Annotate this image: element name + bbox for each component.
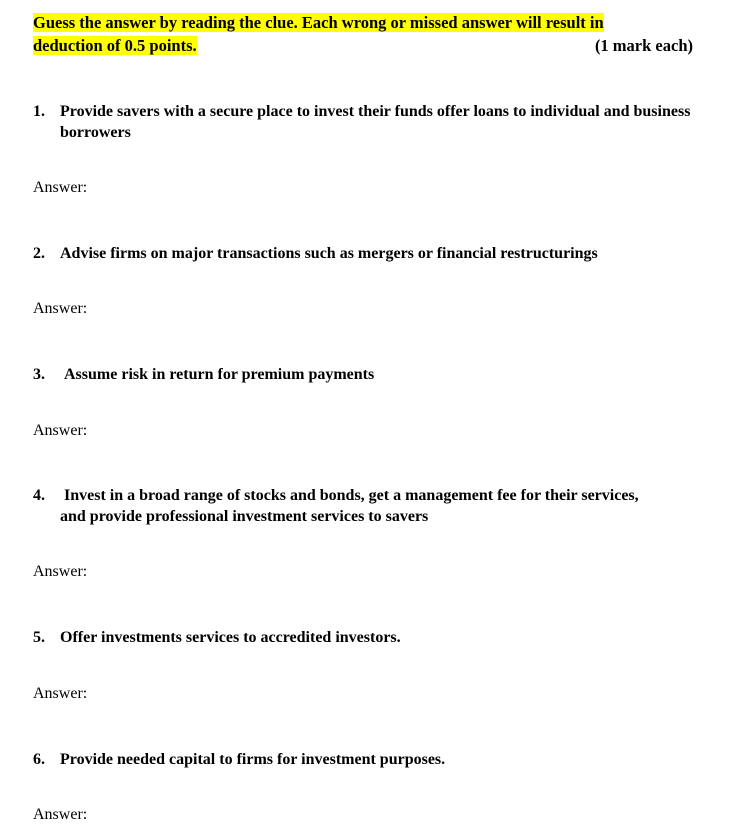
answer-label: Answer:: [33, 806, 88, 823]
question-5: [33, 628, 703, 649]
question-number: 1.: [33, 103, 45, 120]
question-text: Provide needed capital to firms for investment purposes.: [60, 751, 446, 768]
answer-label: Answer:: [33, 563, 88, 580]
question-1: [33, 102, 703, 143]
marks-note: (1 mark each): [594, 36, 693, 55]
question-4: [33, 486, 643, 527]
question-text: Assume risk in return for premium payments: [64, 366, 375, 383]
answer-label: Answer:: [33, 422, 88, 439]
question-3: [33, 365, 703, 386]
question-2: [33, 244, 703, 265]
question-number: 6.: [33, 751, 45, 768]
answer-label: Answer:: [33, 685, 88, 702]
answer-label: Answer:: [33, 179, 88, 196]
question-text: Invest in a broad range of stocks and bonds, get a management fee for their services, and provide professional investment services to savers: [60, 487, 639, 525]
question-text: Offer investments services to accredited investors.: [60, 629, 401, 646]
question-6: [33, 750, 703, 771]
question-number: 3.: [33, 366, 45, 383]
question-number: 4.: [33, 487, 45, 504]
question-text: Advise firms on major transactions such as mergers or financial restructurings: [60, 245, 598, 262]
instructions: [33, 11, 693, 57]
instructions-line-1: Guess the answer by reading the clue. Each wrong or missed answer will result in: [33, 13, 604, 32]
answer-label: Answer:: [33, 300, 88, 317]
question-number: 5.: [33, 629, 45, 646]
question-text: Provide savers with a secure place to invest their funds offer loans to individual and business borrowers: [60, 103, 691, 141]
instructions-line-2: deduction of 0.5 points.: [33, 36, 197, 55]
question-number: 2.: [33, 245, 45, 262]
